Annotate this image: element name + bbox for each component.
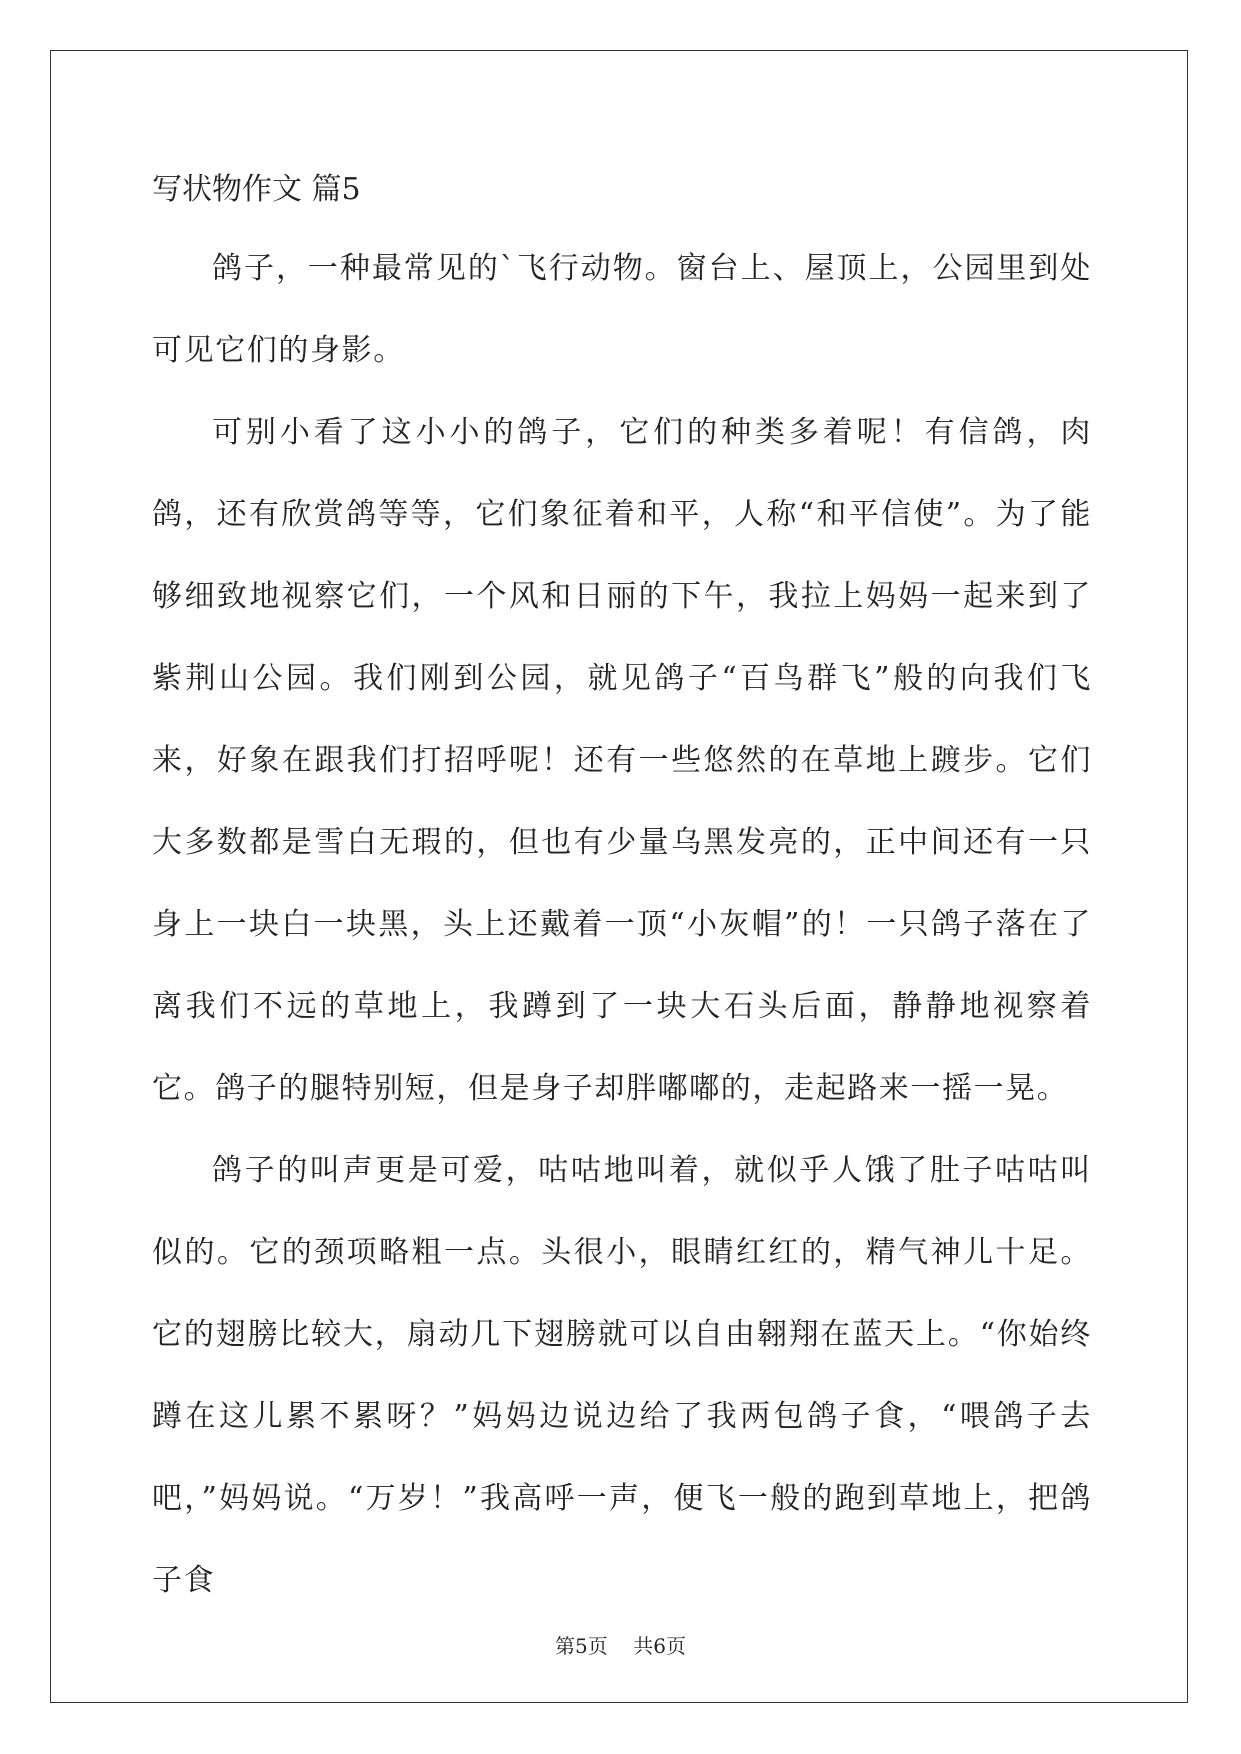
paragraph-3: 鸽子的叫声更是可爱，咕咕地叫着，就似乎人饿了肚子咕咕叫似的。它的颈项略粗一点。头很小，眼睛红红的，精气神儿十足。它的翅膀比较大，扇动几下翅膀就可以自由翱翔在蓝天上。“你始终蹲在这儿累不累呀？”妈妈边说边给了我两包鸽子食，“喂鸽子去吧，”妈妈说。“万岁！”我高呼一声，便飞一般的跑到草地上，把鸽子食	[152, 1153, 1092, 1598]
paragraph-1: 鸽子，一种最常见的`飞行动物。窗台上、屋顶上，公园里到处可见它们的身影。	[152, 251, 1092, 368]
paragraph-2: 可别小看了这小小的鸽子，它们的种类多着呢！有信鸽，肉鸽，还有欣赏鸽等等，它们象征着和平，人称“和平信使”。为了能够细致地视察它们，一个风和日丽的下午，我拉上妈妈一起来到了紫荆山公园。我们刚到公园，就见鸽子“百鸟群飞”般的向我们飞来，好象在跟我们打招呼呢！还有一些悠然的在草地上踱步。它们大多数都是雪白无瑕的，但也有少量乌黑发亮的，正中间还有一只身上一块白一块黑，头上还戴着一顶“小灰帽”的！一只鸽子落在了离我们不远的草地上，我蹲到了一块大石头后面，静静地视察着它。鸽子的腿特别短，但是身子却胖嘟嘟的，走起路来一摇一晃。	[152, 415, 1092, 1106]
document-body	[152, 160, 1092, 1622]
essay-heading: 写状物作文 篇5	[152, 172, 361, 207]
current-page-label: 第5页	[555, 1634, 608, 1658]
page-footer	[0, 1630, 1241, 1659]
total-pages-label: 共6页	[633, 1634, 686, 1658]
